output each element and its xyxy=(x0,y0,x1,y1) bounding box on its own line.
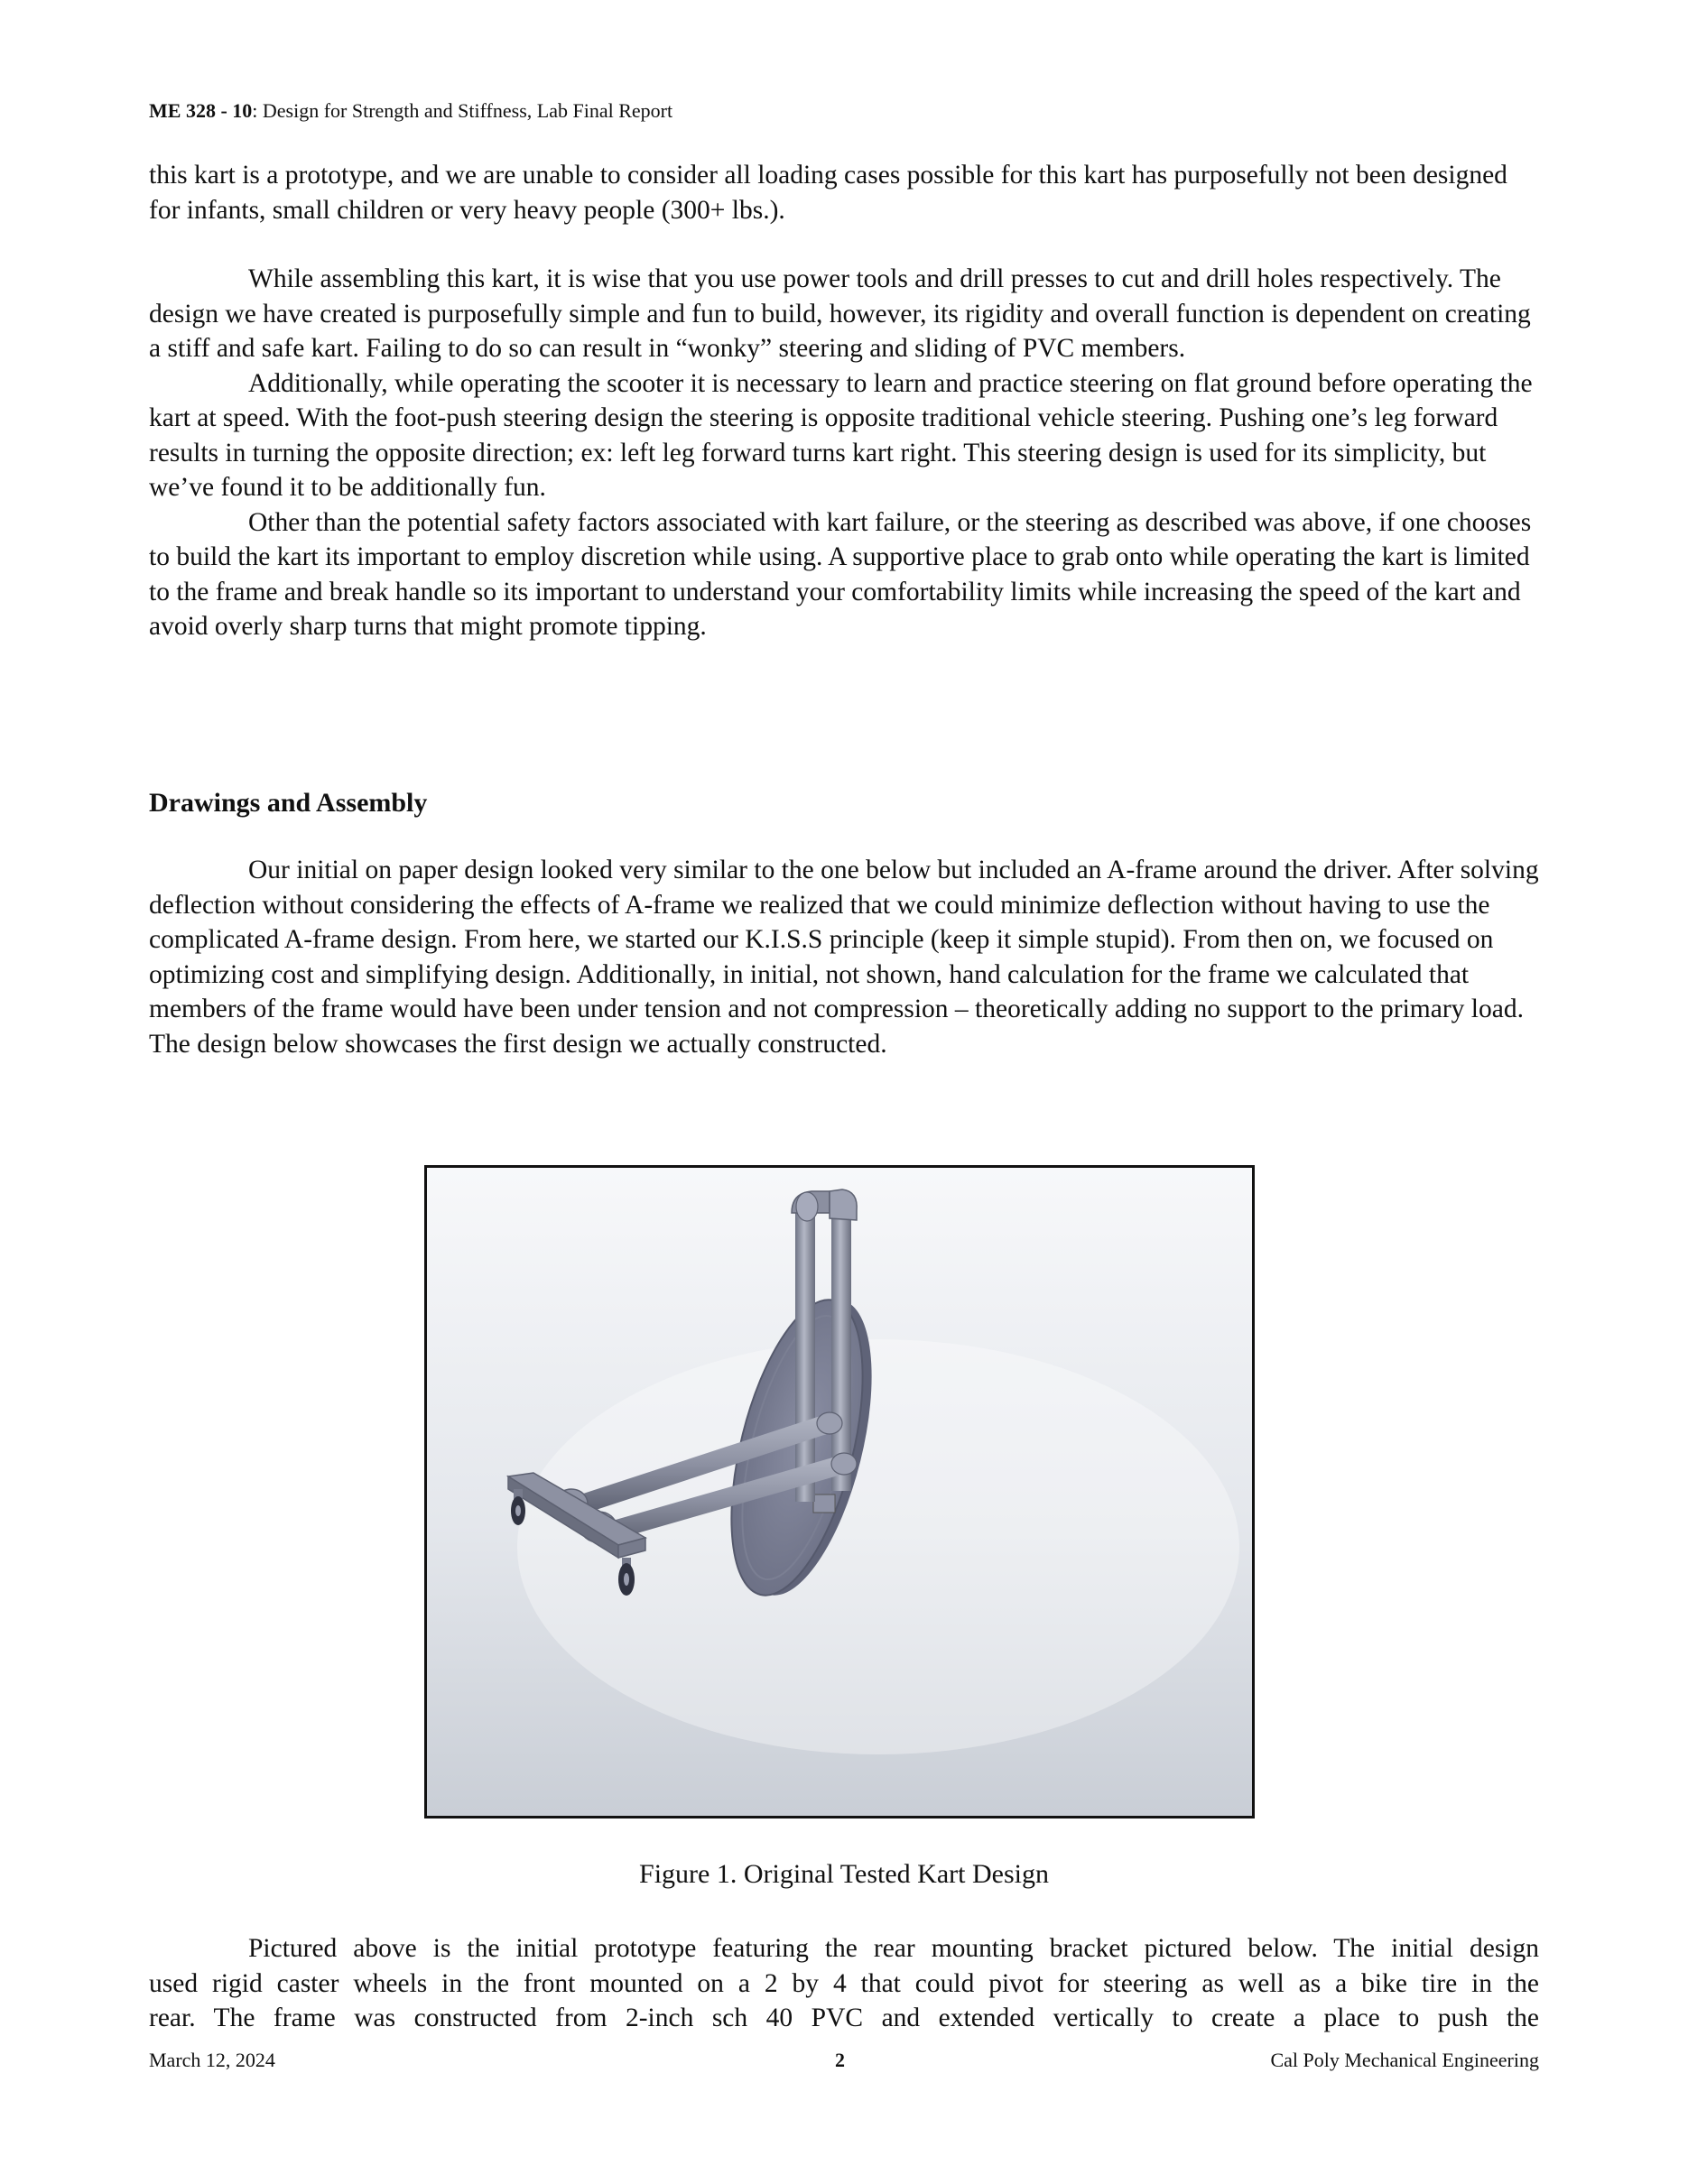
paragraph-steering: Additionally, while operating the scooter it is necessary to learn and practice steering on flat ground before operating the kart at speed. With the foot-push steering design the steering is opposite traditional vehicle steering. Pushing one’s leg forward results in turning the opposite direction; ex: left leg forward turns kart right. This steering design is used for its simplicity, but we’ve found it to be additionally fun. xyxy=(149,368,1533,502)
footer-date: March 12, 2024 xyxy=(149,2049,275,2071)
paragraph-assembling: While assembling this kart, it is wise that you use power tools and drill presses to cut and drill holes respectively. The design we have created is purposefully simple and fun to build, however, its rigidity and overall function is dependent on creating a stiff and safe kart. Failing to do so can result in “wonky” steering and sliding of PVC members. xyxy=(149,264,1531,363)
section-heading: Drawings and Assembly xyxy=(149,788,428,818)
course-code: ME 328 - 10 xyxy=(149,99,253,122)
paragraph-safety: Other than the potential safety factors associated with kart failure, or the steering as described was above, if one chooses to build the kart its important to employ discretion while using. A supportive place to grab onto while operating the kart is limited to the frame and break handle so its important to understand your comfortability limits while increasing the speed of the kart and avoid overly sharp turns that might promote tipping. xyxy=(149,507,1532,641)
footer-page-number: 2 xyxy=(835,2049,845,2071)
paragraph-bottom-line-2: used rigid caster wheels in the front mounted on a 2 by 4 that could pivot for steering as well as a bike tire in the xyxy=(149,1968,1539,1998)
page-header xyxy=(149,99,672,123)
blank-line xyxy=(149,227,1539,262)
prototype-section xyxy=(149,1931,1539,2036)
report-title: : Design for Strength and Stiffness, Lab Final Report xyxy=(252,99,673,122)
footer-organization: Cal Poly Mechanical Engineering xyxy=(1270,2049,1539,2071)
figure-kart-render xyxy=(424,1165,1255,1818)
paragraph-bottom-line-3: rear. The frame was constructed from 2-inch sch 40 PVC and extended vertically to create a place to push the xyxy=(149,2004,1539,2032)
paragraph-bottom-line-1: Pictured above is the initial prototype featuring the rear mounting bracket pictured below. The initial design xyxy=(248,1934,1539,1963)
paragraph-intro: this kart is a prototype, and we are unable to consider all loading cases possible for this kart has purposefully not been designed for infants, small children or very heavy people (300+ lbs.). xyxy=(149,161,1507,225)
kart-cad-image xyxy=(427,1168,1252,1816)
paragraph-assembly: Our initial on paper design looked very similar to the one below but included an A-frame around the driver. After solving deflection without considering the effects of A-frame we realized that we could minimize deflection without having to use the complicated A-frame design. From here, we started our K.I.S.S principle (keep it simple stupid). From then on, we focused on optimizing cost and simplifying design. Additionally, in initial, not shown, hand calculation for the frame we calculated that members of the frame would have been under tension and not compression – theoretically adding no support to the primary load. The design below showcases the first design we actually constructed. xyxy=(149,856,1539,1059)
assembly-section xyxy=(149,853,1539,1061)
figure-caption: Figure 1. Original Tested Kart Design xyxy=(639,1859,1049,1889)
safety-section xyxy=(149,158,1539,644)
